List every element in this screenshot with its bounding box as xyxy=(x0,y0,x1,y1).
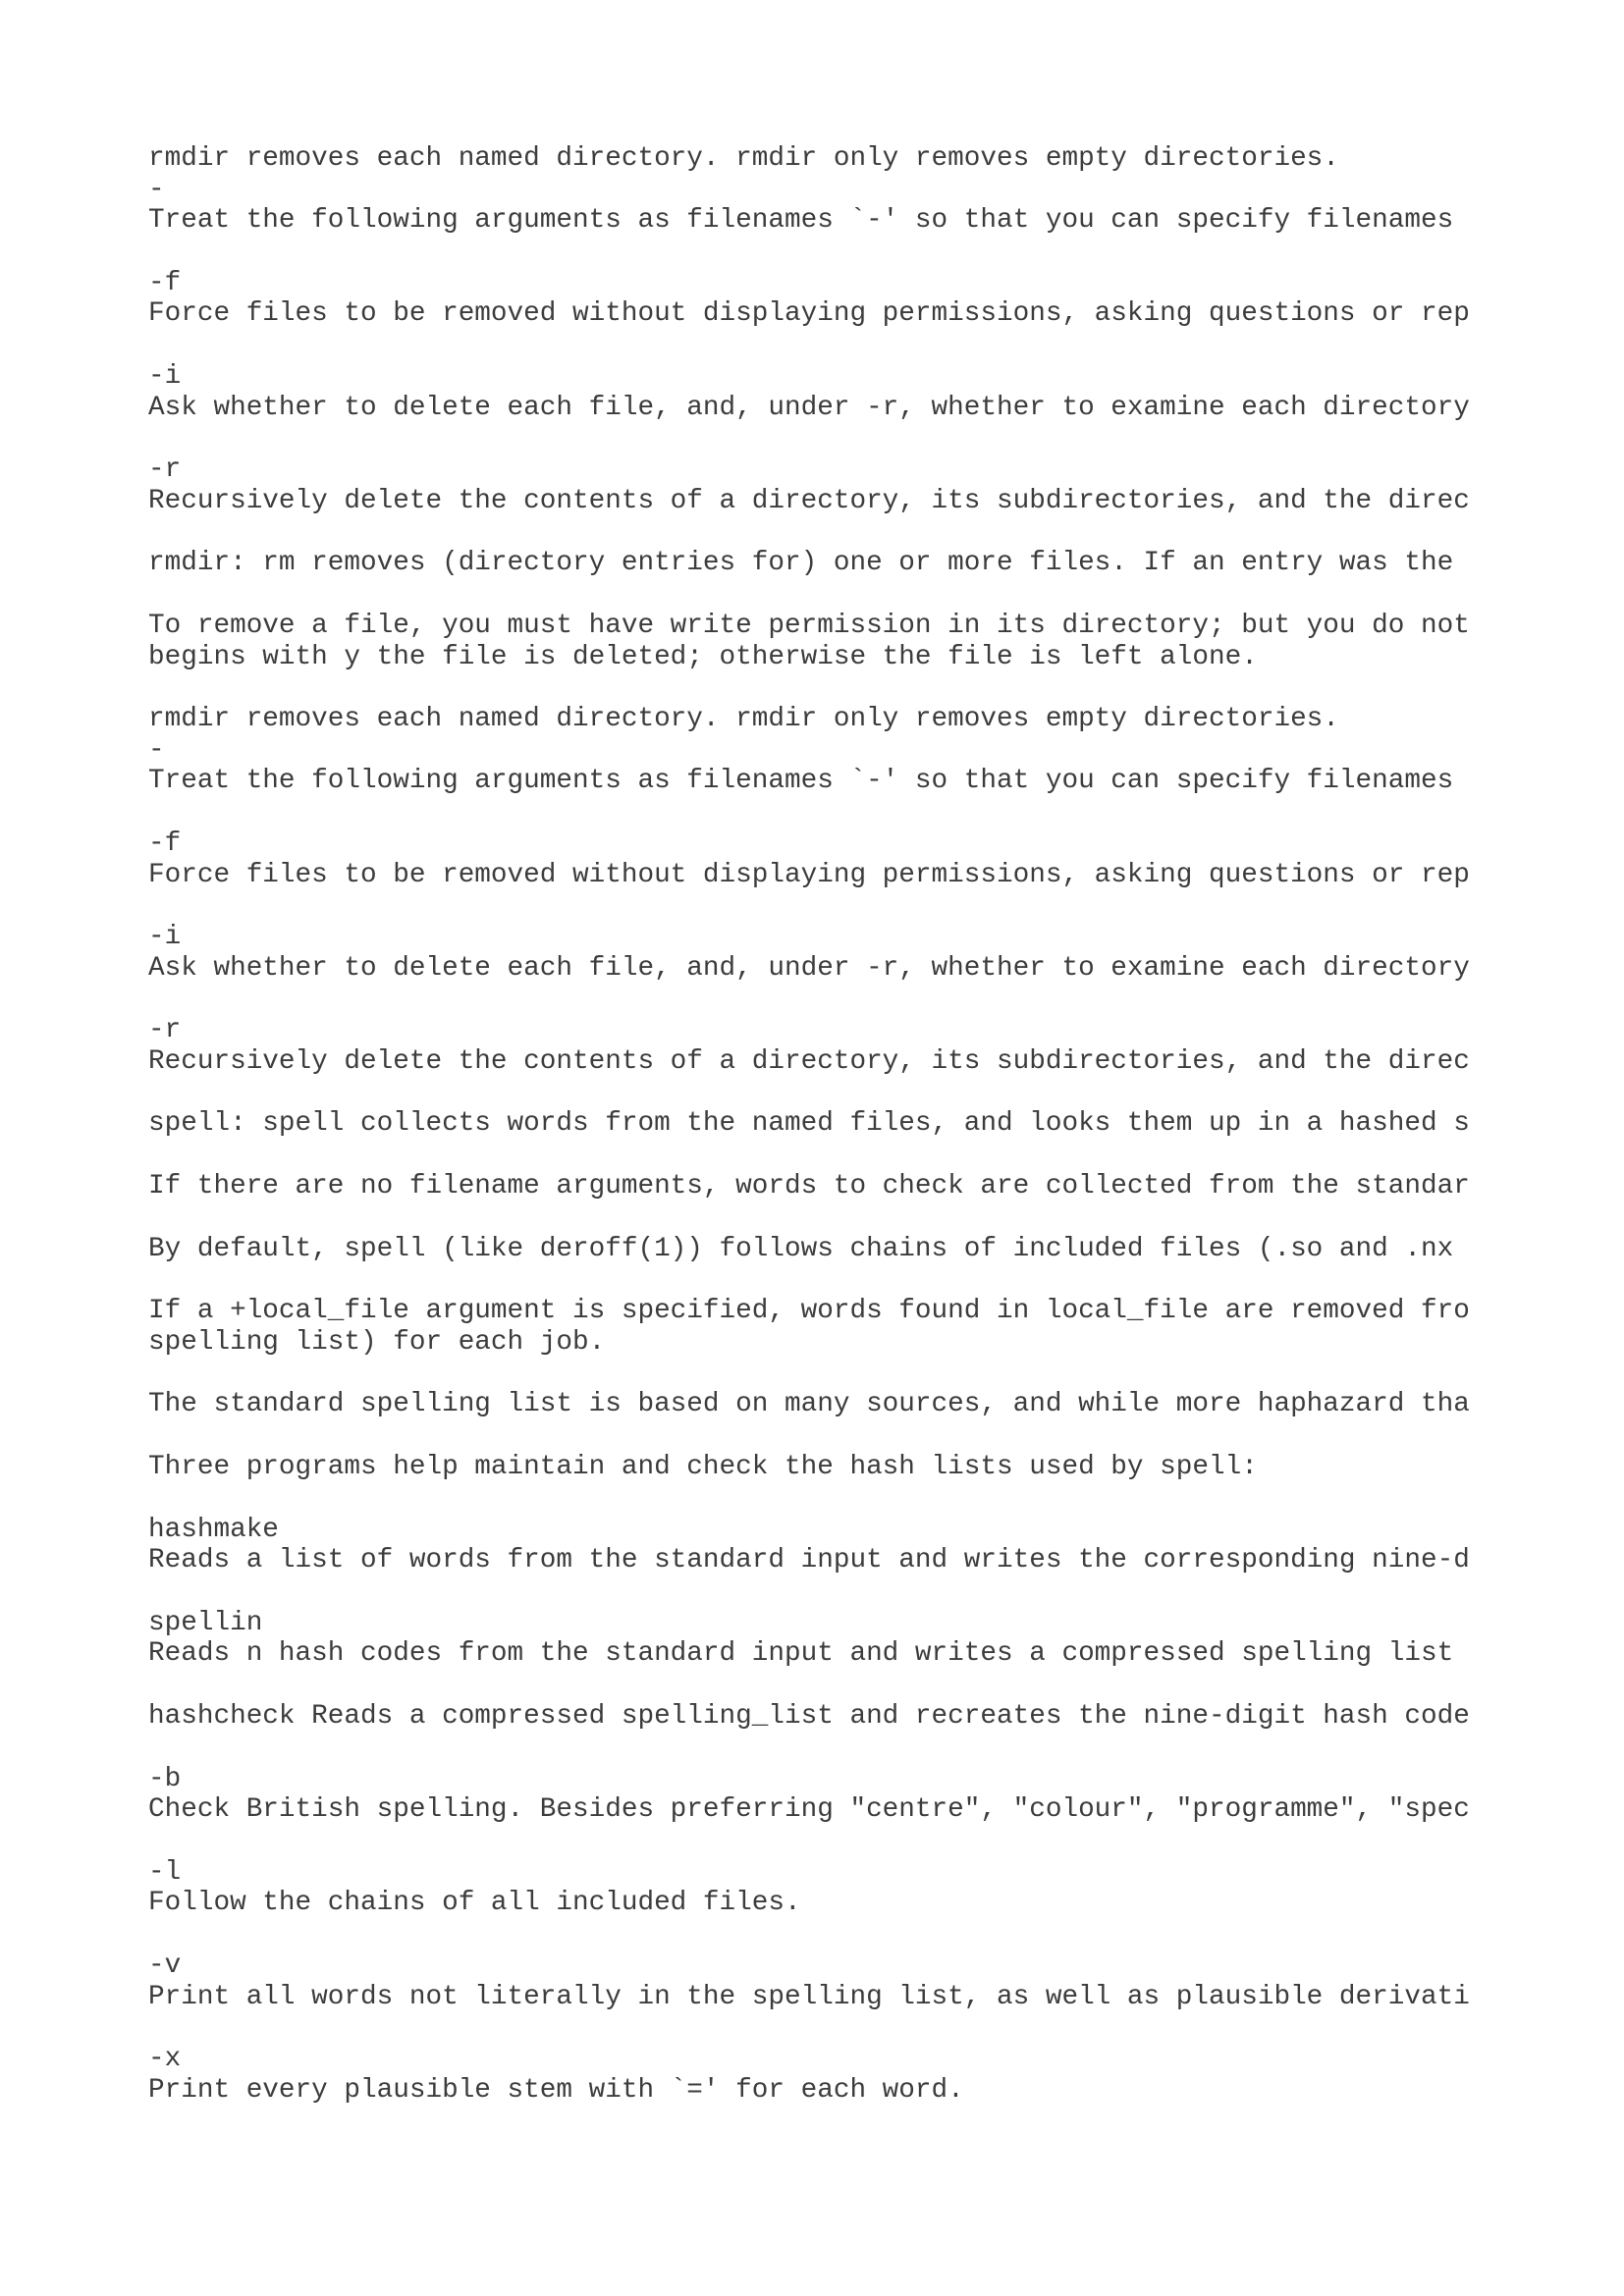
document-page xyxy=(148,143,1484,2137)
spell-no-args: If there are no filename arguments, words to check are collected from the standar xyxy=(148,1171,1470,1202)
option-l-description: Follow the chains of all included files. xyxy=(148,1888,801,1919)
spell-standard-block xyxy=(148,1389,1484,1420)
spell-header-block xyxy=(148,1108,1484,1140)
option-v-block xyxy=(148,1950,1484,2012)
option-f-flag: -f xyxy=(148,267,182,298)
option-dash-flag: - xyxy=(148,174,165,205)
option-f-block xyxy=(148,268,1484,330)
option-x-block xyxy=(148,2044,1484,2106)
option-f-description: Force files to be removed without displaying permissions, asking questions or rep xyxy=(148,298,1470,330)
option-i-description-2: Ask whether to delete each file, and, under -r, whether to examine each directory xyxy=(148,952,1470,984)
option-i-block-2 xyxy=(148,922,1484,984)
spellin-description: Reads n hash codes from the standard input and writes a compressed spelling list xyxy=(148,1638,1454,1670)
rm-permission-block xyxy=(148,611,1484,672)
rm-header: rmdir: rm removes (directory entries for) one or more files. If an entry was the xyxy=(148,548,1454,579)
hashmake-name: hashmake xyxy=(148,1514,279,1545)
option-r-block-2 xyxy=(148,1015,1484,1077)
option-l-block xyxy=(148,1857,1484,1919)
option-i-flag-2: -i xyxy=(148,922,182,953)
option-i-block xyxy=(148,361,1484,423)
hashmake-block xyxy=(148,1515,1484,1576)
option-dash-description: Treat the following arguments as filenames `-' so that you can specify filenames xyxy=(148,205,1454,237)
option-l-flag: -l xyxy=(148,1856,182,1888)
rmdir-intro-2: rmdir removes each named directory. rmdir only removes empty directories. xyxy=(148,704,1339,735)
option-b-flag: -b xyxy=(148,1763,182,1794)
spell-default-block xyxy=(148,1234,1484,1265)
spell-standard: The standard spelling list is based on many sources, and while more haphazard tha xyxy=(148,1389,1470,1420)
rm-header-block xyxy=(148,548,1484,579)
option-b-block xyxy=(148,1764,1484,1826)
spellin-name: spellin xyxy=(148,1607,263,1638)
rmdir-intro: rmdir removes each named directory. rmdir only removes empty directories. xyxy=(148,143,1339,174)
rm-permission-line-2: begins with y the file is deleted; otherwise the file is left alone. xyxy=(148,641,1258,672)
rm-permission-line-1: To remove a file, you must have write permission in its directory; but you do not xyxy=(148,610,1470,641)
spell-local-block xyxy=(148,1296,1484,1358)
option-f-block-2 xyxy=(148,828,1484,890)
option-r-flag-2: -r xyxy=(148,1015,182,1046)
spell-three-block xyxy=(148,1452,1484,1483)
spell-no-args-block xyxy=(148,1171,1484,1202)
hashcheck-block xyxy=(148,1701,1484,1733)
option-i-flag: -i xyxy=(148,360,182,392)
option-f-description-2: Force files to be removed without displaying permissions, asking questions or rep xyxy=(148,859,1470,890)
option-x-description: Print every plausible stem with `=' for each word. xyxy=(148,2074,964,2106)
option-dash-flag-2: - xyxy=(148,734,165,766)
spell-local-line-2: spelling list) for each job. xyxy=(148,1326,606,1358)
hashcheck-description: hashcheck Reads a compressed spelling_list and recreates the nine-digit hash code xyxy=(148,1701,1470,1732)
option-r-flag: -r xyxy=(148,454,182,486)
spell-three-programs: Three programs help maintain and check the hash lists used by spell: xyxy=(148,1452,1258,1483)
option-v-flag: -v xyxy=(148,1949,182,1981)
option-r-block xyxy=(148,454,1484,516)
option-f-flag-2: -f xyxy=(148,828,182,859)
option-dash-description-2: Treat the following arguments as filenames `-' so that you can specify filenames xyxy=(148,766,1454,797)
spell-header: spell: spell collects words from the named files, and looks them up in a hashed s xyxy=(148,1108,1470,1140)
rmdir-intro-block-2 xyxy=(148,704,1484,797)
spellin-block xyxy=(148,1608,1484,1670)
rmdir-intro-block xyxy=(148,143,1484,237)
hashmake-description: Reads a list of words from the standard input and writes the corresponding nine-d xyxy=(148,1545,1470,1576)
option-x-flag: -x xyxy=(148,2044,182,2075)
option-r-description-2: Recursively delete the contents of a directory, its subdirectories, and the direc xyxy=(148,1045,1470,1077)
spell-local-line-1: If a +local_file argument is specified, words found in local_file are removed fro xyxy=(148,1296,1470,1327)
option-v-description: Print all words not literally in the spelling list, as well as plausible derivati xyxy=(148,1981,1470,2012)
option-i-description: Ask whether to delete each file, and, under -r, whether to examine each directory xyxy=(148,392,1470,423)
option-b-description: Check British spelling. Besides preferring "centre", "colour", "programme", "spec xyxy=(148,1794,1470,1826)
spell-default: By default, spell (like deroff(1)) follows chains of included files (.so and .nx xyxy=(148,1233,1454,1264)
option-r-description: Recursively delete the contents of a directory, its subdirectories, and the direc xyxy=(148,485,1470,516)
